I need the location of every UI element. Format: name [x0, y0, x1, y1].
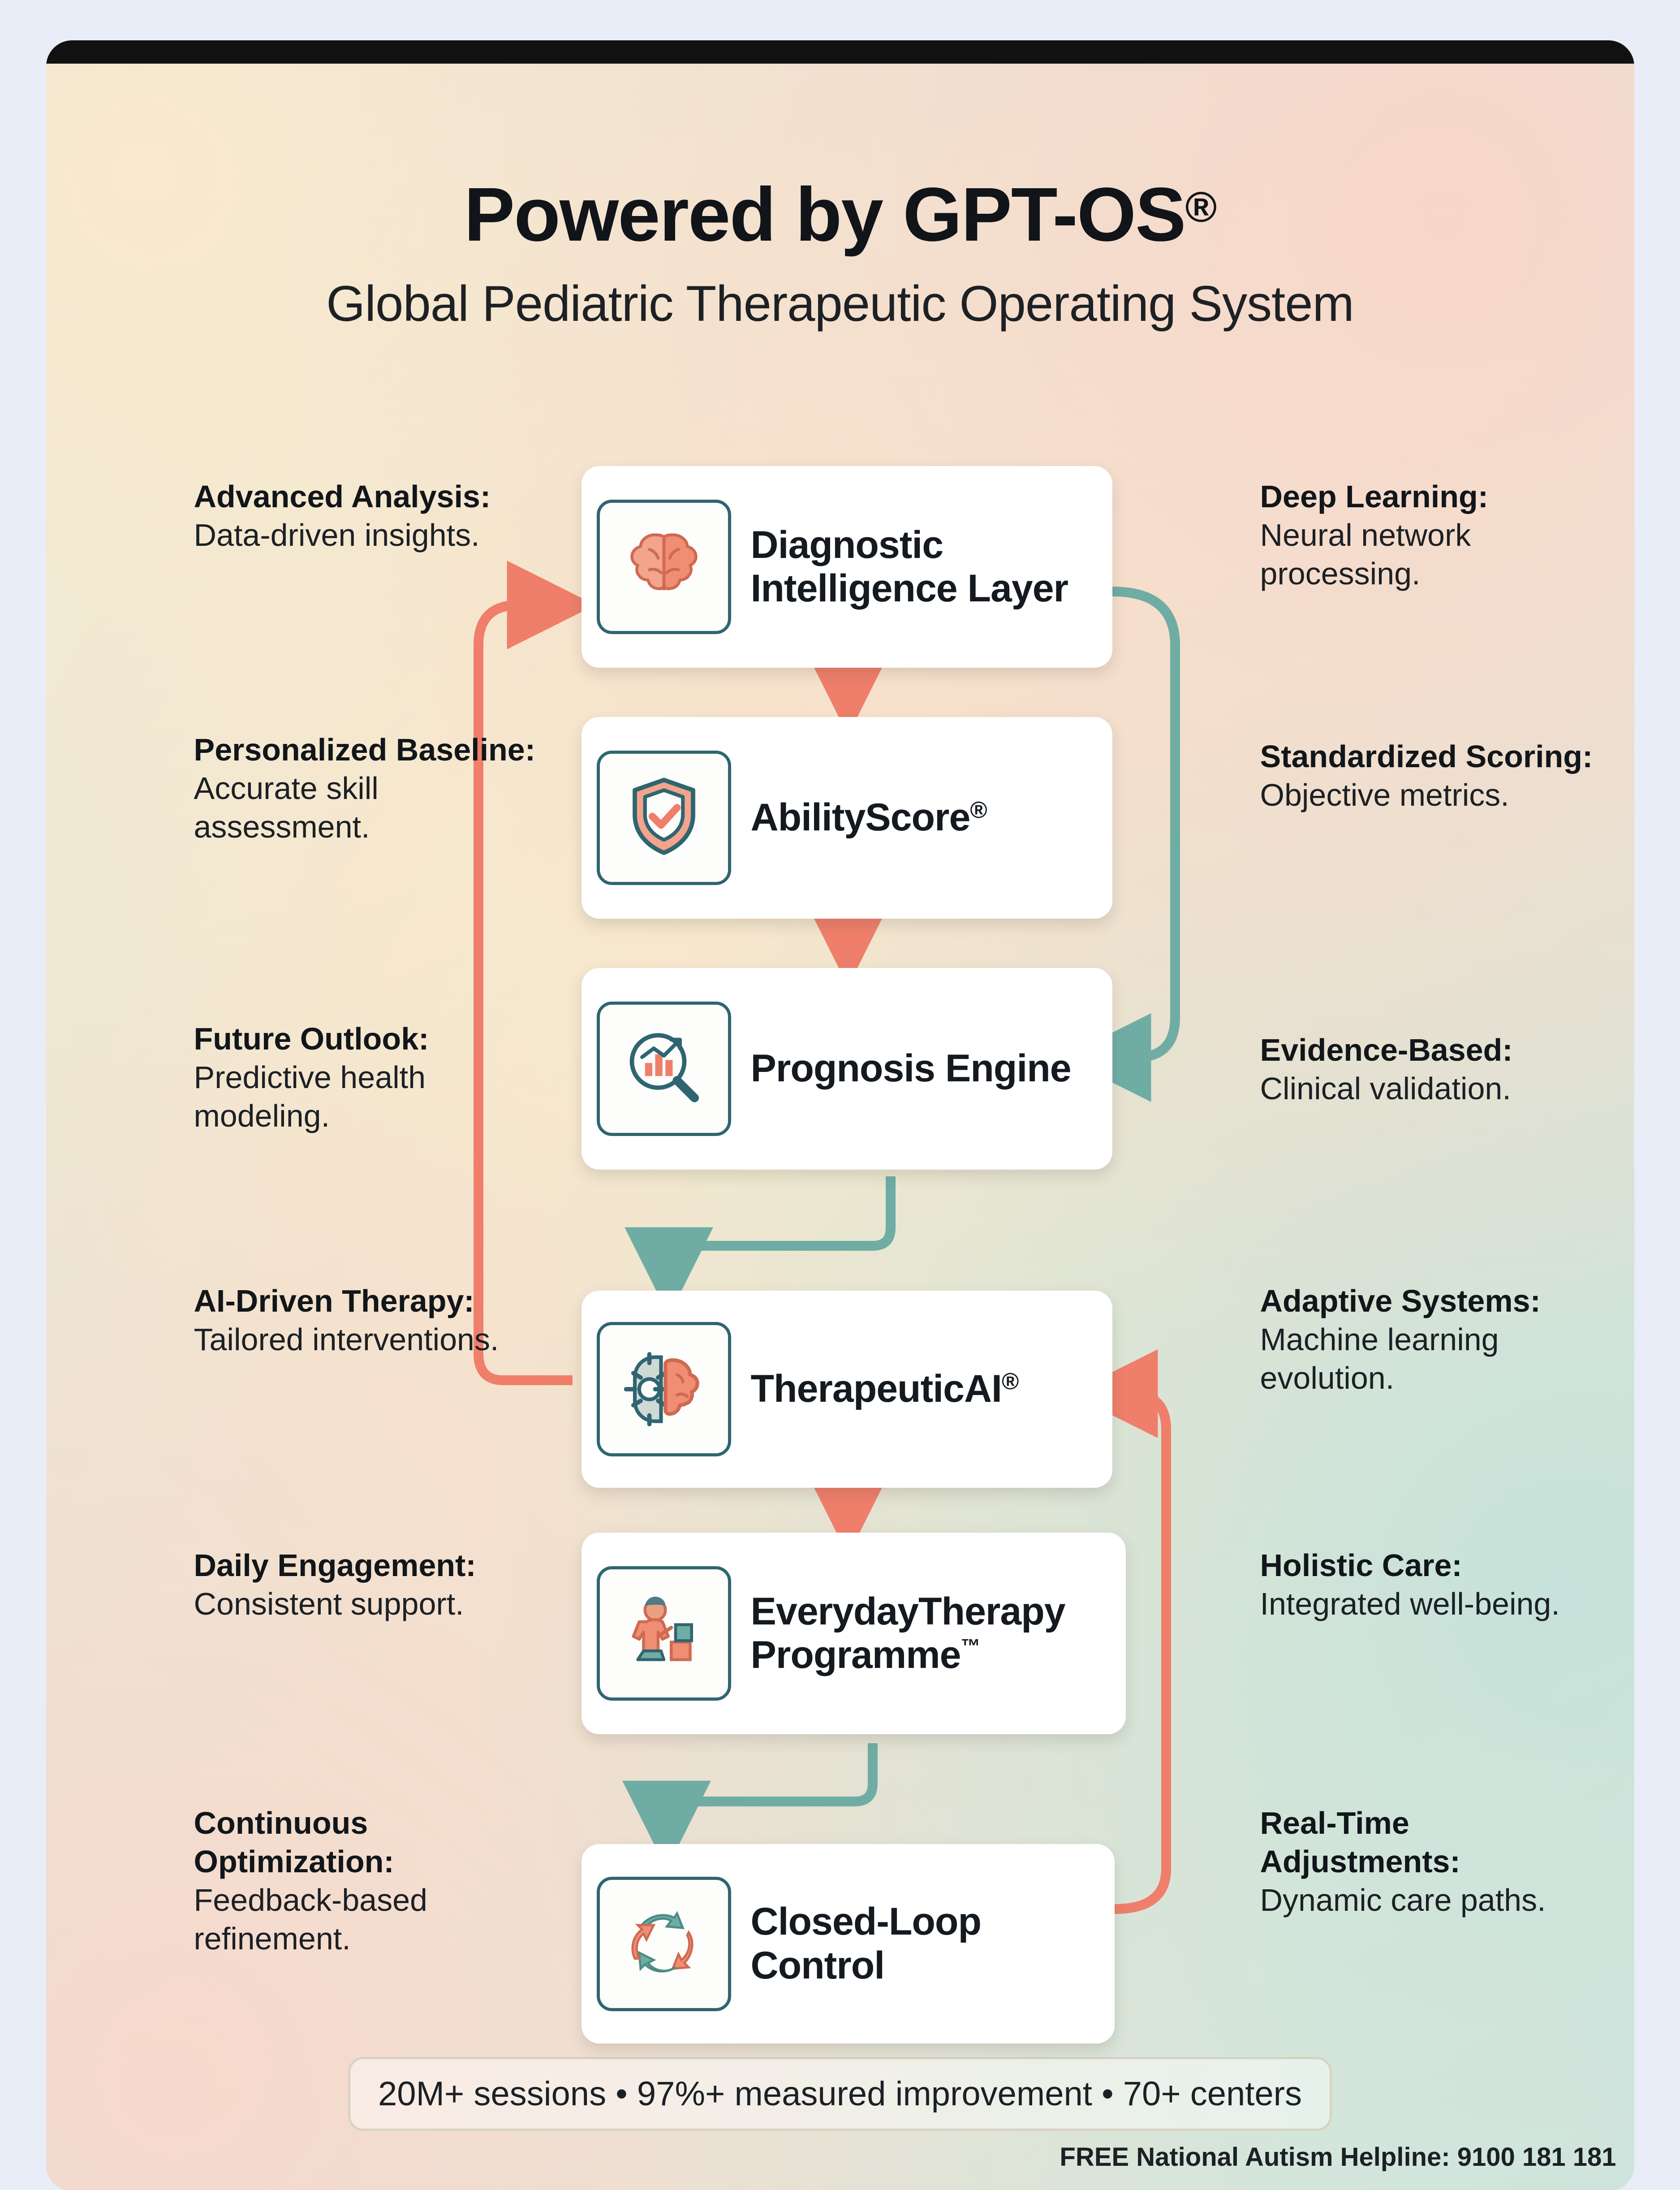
node-therapeuticai[interactable]: [582, 1291, 1112, 1488]
flow-connectors: [46, 457, 1634, 2039]
annotation-heading: Advanced Analysis:: [194, 479, 491, 514]
annotation-heading: Daily Engagement:: [194, 1548, 476, 1583]
annotation-heading: Personalized Baseline:: [194, 732, 536, 767]
stats-badge: 20M+ sessions • 97%+ measured improvement • 70+ centers: [348, 2057, 1332, 2131]
annotation-body: Feedback-based refinement.: [194, 1883, 427, 1957]
node-label: EverydayTherapy Programme™: [750, 1590, 1065, 1676]
annotation-body: Consistent support.: [194, 1586, 464, 1622]
header: [46, 172, 1634, 333]
annotation-heading: AI-Driven Therapy:: [194, 1283, 474, 1318]
registered-mark: ®: [970, 797, 987, 824]
registered-mark: ®: [1185, 183, 1216, 231]
annotation-heading: Real-Time Adjustments:: [1260, 1806, 1460, 1879]
annotation-advanced-analysis: [194, 477, 548, 554]
annotation-heading: Deep Learning:: [1260, 479, 1489, 514]
recycle-loop-icon: [597, 1877, 731, 2011]
node-prognosis-engine[interactable]: [582, 968, 1112, 1170]
node-label: Closed-Loop Control: [750, 1900, 981, 1987]
annotation-heading: Continuous Optimization:: [194, 1806, 394, 1879]
annotation-body: Dynamic care paths.: [1260, 1883, 1546, 1918]
node-diagnostic-intelligence-layer[interactable]: [582, 466, 1112, 668]
node-label: TherapeuticAI®: [750, 1367, 1019, 1411]
annotation-body: Integrated well-being.: [1260, 1586, 1560, 1622]
annotation-evidence-based: [1260, 1031, 1632, 1108]
annotation-daily-engagement: [194, 1546, 566, 1623]
node-label: Diagnostic Intelligence Layer: [750, 523, 1068, 610]
chart-magnifier-icon: [597, 1002, 731, 1136]
annotation-ai-driven-therapy: [194, 1282, 566, 1359]
annotation-body: Clinical validation.: [1260, 1071, 1511, 1106]
child-blocks-icon: [597, 1566, 731, 1701]
gear-brain-icon: [597, 1322, 731, 1456]
node-closed-loop-control[interactable]: [582, 1844, 1115, 2043]
trademark-mark: ™: [961, 1635, 980, 1657]
annotation-heading: Adaptive Systems:: [1260, 1283, 1541, 1318]
annotation-standardized-scoring: [1260, 737, 1614, 814]
annotation-body: Predictive health modeling.: [194, 1060, 426, 1134]
annotation-heading: Future Outlook:: [194, 1021, 429, 1056]
node-label: AbilityScore®: [750, 796, 987, 839]
brain-icon: [597, 500, 731, 634]
annotation-body: Neural network processing.: [1260, 518, 1471, 592]
annotation-body: Tailored interventions.: [194, 1322, 499, 1357]
registered-mark: ®: [1001, 1369, 1019, 1395]
annotation-personalized-baseline: [194, 730, 548, 846]
annotation-real-time-adjustments: [1260, 1804, 1614, 1919]
annotation-body: Data-driven insights.: [194, 518, 480, 553]
annotation-heading: Standardized Scoring:: [1260, 739, 1593, 774]
node-everydaytherapy-programme[interactable]: [582, 1533, 1126, 1734]
annotation-future-outlook: [194, 1019, 548, 1135]
node-label: Prognosis Engine: [750, 1047, 1071, 1090]
annotation-body: Objective metrics.: [1260, 778, 1509, 813]
annotation-continuous-optimization: [194, 1804, 548, 1958]
annotation-body: Machine learning evolution.: [1260, 1322, 1499, 1396]
annotation-holistic-care: [1260, 1546, 1614, 1623]
helpline-text: FREE National Autism Helpline: 9100 181 181: [1060, 2142, 1616, 2172]
node-abilityscore[interactable]: [582, 717, 1112, 919]
annotation-heading: Holistic Care:: [1260, 1548, 1462, 1583]
annotation-deep-learning: [1260, 477, 1614, 593]
annotation-heading: Evidence-Based:: [1260, 1032, 1513, 1067]
page-subtitle: Global Pediatric Therapeutic Operating System: [326, 275, 1354, 332]
page-title: [46, 172, 1634, 257]
annotation-adaptive-systems: [1260, 1282, 1632, 1397]
flow-diagram: [46, 457, 1634, 2039]
card-top-bar: [46, 40, 1634, 64]
shield-check-icon: [597, 751, 731, 885]
annotation-body: Accurate skill assessment.: [194, 771, 379, 845]
page-title-text: Powered by GPT-OS: [464, 172, 1185, 257]
infographic-card: [46, 40, 1634, 2190]
